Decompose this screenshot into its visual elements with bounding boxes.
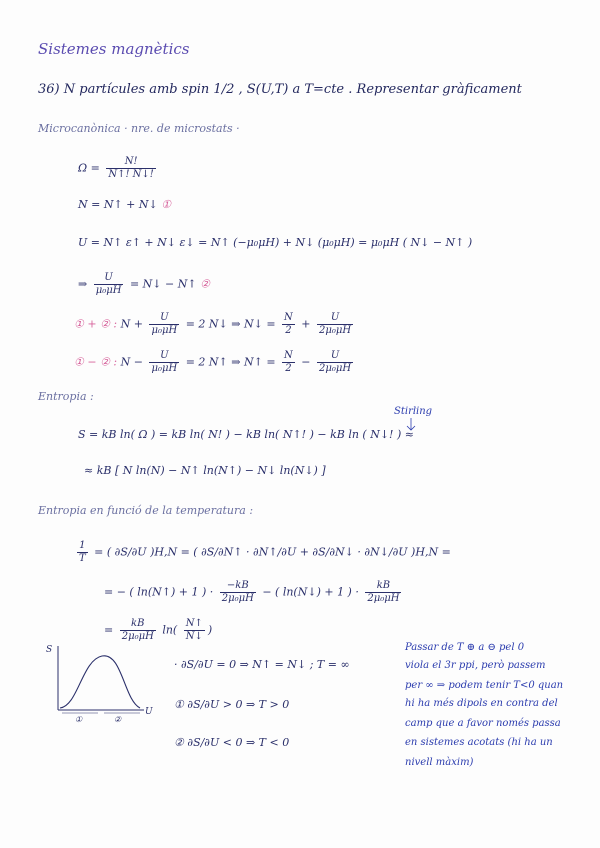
- t2-b: − ( ln(N↓) + 1 ) ·: [262, 585, 359, 599]
- eq2-line: [78, 272, 210, 297]
- entropy-sketch-graph: [44, 640, 162, 732]
- t1-paren: ( ∂S/∂U )H,N = ( ∂S/∂N↑ · ∂N↑/∂U + ∂S/∂N↓ · ∂N↓/∂U )H,N =: [106, 545, 451, 559]
- sum-fraction: [149, 312, 179, 337]
- diff-mid: = 2 N↑ ⇒ N↑ =: [185, 355, 276, 369]
- case1-text: ∂S/∂U > 0 ⇒ T > 0: [187, 698, 290, 711]
- t3-eq: =: [104, 623, 114, 637]
- diff-n-den: 2: [285, 363, 292, 374]
- t3-den: 2μ₀μH: [121, 631, 154, 642]
- graph-region2: ②: [114, 715, 122, 724]
- t3-num: kB: [120, 618, 156, 631]
- case-one: [174, 698, 289, 711]
- sum-den: μ₀μH: [151, 325, 178, 336]
- diff-fraction: [149, 350, 179, 375]
- eq2-prefix: ⇒: [78, 277, 88, 291]
- diff-lhs: N −: [120, 355, 143, 369]
- case-zero: · ∂S/∂U = 0 ⇒ N↑ = N↓ ; T = ∞: [174, 658, 350, 671]
- diff-u-den: 2μ₀μH: [319, 363, 352, 374]
- stirling-label: Stirling: [394, 406, 433, 417]
- case2-text: ∂S/∂U < 0 ⇒ T < 0: [187, 736, 290, 749]
- mark-2: ②: [200, 277, 210, 291]
- diff-n-num: N: [284, 350, 293, 361]
- diff-line: [74, 350, 356, 375]
- diff-u-num: U: [317, 350, 353, 363]
- eq2-num: U: [94, 272, 124, 285]
- page-title: Sistemes magnètics: [38, 40, 190, 58]
- t2-line: [104, 580, 404, 605]
- t2-fraction-2: [365, 580, 401, 605]
- temperatura-heading: Entropia en funció de la temperatura :: [38, 504, 254, 517]
- sum-line: [74, 312, 356, 337]
- t3-ratio-den: N↓: [185, 631, 203, 642]
- t3-ratio-num: N↑: [185, 618, 203, 629]
- case1-mark: ①: [174, 698, 184, 711]
- energy-equation: U = N↑ ε↑ + N↓ ε↓ = N↑ (−μ₀μH) + N↓ (μ₀μH) = μ₀μH ( N↓ − N↑ ): [78, 236, 473, 249]
- mark-1: ①: [161, 198, 172, 211]
- omega-fraction: [106, 156, 155, 181]
- sum-n-den: 2: [285, 325, 292, 336]
- t2-a: = − ( ln(N↑) + 1 ) ·: [104, 585, 214, 599]
- entropy-s-line: S = kB ln( Ω ) = kB ln( N! ) − kB ln( N↑! ) − kB ln ( N↓! ) ≈: [78, 428, 414, 441]
- diff-minus: −: [301, 355, 311, 369]
- t1-eq: =: [94, 545, 104, 559]
- t2-num1: −kB: [220, 580, 256, 593]
- side-note-line-5: camp que a favor només passa: [405, 718, 561, 729]
- entropia-heading: Entropia :: [38, 390, 94, 403]
- t1-fraction: [77, 540, 88, 565]
- side-note-line-6: en sistemes acotats (hi ha un: [405, 737, 553, 748]
- sum-plus: +: [301, 317, 311, 331]
- sum-u-den: 2μ₀μH: [319, 325, 352, 336]
- omega-num: N!: [106, 156, 155, 169]
- t2-den2: 2μ₀μH: [367, 593, 400, 604]
- side-note-line-3: per ∞ ⇒ podem tenir T<0 quan: [405, 680, 564, 691]
- sum-u-num: U: [317, 312, 353, 325]
- sum-marks: ① + ② :: [74, 317, 118, 331]
- graph-region1: ①: [75, 715, 83, 724]
- diff-u-fraction: [317, 350, 353, 375]
- graph-x-label: U: [145, 707, 153, 717]
- n-total-text: N = N↑ + N↓: [78, 198, 158, 211]
- n-total-equation: [78, 198, 171, 211]
- side-note-line-4: hi ha més dipols en contra del: [405, 698, 558, 709]
- diff-n-fraction: [282, 350, 295, 375]
- sum-n-fraction: [282, 312, 295, 337]
- diff-marks: ① − ② :: [74, 355, 118, 369]
- side-note-line-7: nivell màxim): [405, 757, 474, 768]
- sum-u-fraction: [317, 312, 353, 337]
- t2-fraction-1: [220, 580, 256, 605]
- omega-lhs: Ω =: [78, 161, 100, 175]
- sum-mid: = 2 N↓ ⇒ N↓ =: [185, 317, 276, 331]
- side-note-line-1: Passar de T ⊕ a ⊖ pel 0: [405, 642, 525, 653]
- diff-den: μ₀μH: [151, 363, 178, 374]
- t3-line: = $\frac{kB}{\text{2μ₀μH}}$ ln( $\frac{N↑}{N↓}$ ): [104, 618, 213, 642]
- graph-y-label: S: [46, 645, 53, 655]
- sum-n-num: N: [284, 312, 293, 323]
- sum-num: U: [149, 312, 179, 325]
- problem-statement: 36) N partícules amb spin 1/2 , S(U,T) a T=cte . Representar gràficament: [38, 82, 522, 97]
- diff-num: U: [149, 350, 179, 363]
- omega-den: N↑! N↓!: [108, 169, 154, 180]
- case-two: [174, 736, 289, 749]
- eq2-fraction: [94, 272, 124, 297]
- entropy-approx-line: ≈ kB [ N ln(N) − N↑ ln(N↑) − N↓ ln(N↓) ]: [84, 464, 326, 477]
- t1-den: T: [79, 553, 86, 564]
- t2-den1: 2μ₀μH: [221, 593, 254, 604]
- microcanonica-heading: Microcanònica · nre. de microstats ·: [38, 122, 240, 135]
- t2-num2: kB: [365, 580, 401, 593]
- omega-equation: [78, 156, 159, 181]
- t1-line: [74, 540, 451, 565]
- t1-num: 1: [77, 540, 88, 553]
- case2-mark: ②: [174, 736, 184, 749]
- eq2-rest: = N↓ − N↑: [129, 277, 197, 291]
- sum-lhs: N +: [120, 317, 143, 331]
- t3-ln: ln: [162, 623, 173, 637]
- t3-ratio: [184, 618, 205, 643]
- eq2-den: μ₀μH: [95, 285, 122, 296]
- graph-curve: [60, 656, 140, 708]
- side-note-line-2: viola el 3r ppi, però passem: [405, 660, 546, 671]
